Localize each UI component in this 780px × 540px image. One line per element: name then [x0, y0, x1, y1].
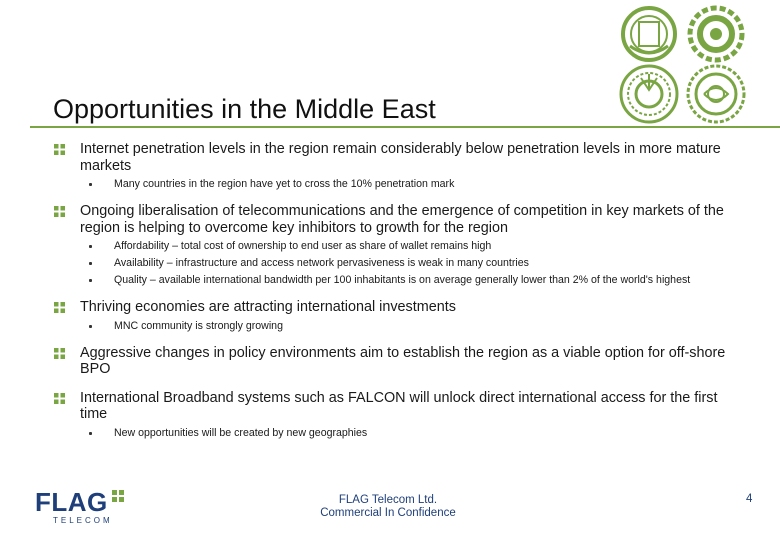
sub-bullet-text: Many countries in the region have yet to cross the 10% penetration mark: [114, 178, 455, 190]
sub-bullet-text: New opportunities will be created by new geographies: [114, 426, 368, 439]
four-dot-square-icon: [54, 348, 65, 359]
bullet-text: International Broadband systems such as FALCON will unlock direct international access for the first time: [80, 389, 718, 422]
sub-bullet-list: [52, 427, 742, 440]
sub-bullet-item: [52, 240, 714, 253]
sub-bullet-text: Affordability – total cost of ownership to end user as share of wallet remains high: [114, 240, 492, 252]
four-dot-square-icon: [54, 206, 65, 217]
logo-dots-icon: [112, 490, 124, 502]
sub-bullet-item: [52, 320, 714, 333]
slide-title: Opportunities in the Middle East: [53, 94, 436, 124]
bullet-text: Aggressive changes in policy environments aim to establish the region as a viable option for off-shore BPO: [80, 344, 726, 377]
bullet-list: [52, 141, 742, 452]
logo-wordmark: FLAG: [35, 487, 108, 517]
bullet-group: [52, 345, 742, 378]
bullet-group: [52, 203, 742, 287]
bullet-item: [52, 390, 742, 423]
bullet-group: [52, 141, 742, 191]
logo-subtext: TELECOM: [53, 516, 113, 525]
bullet-text: Ongoing liberalisation of telecommunications and the emergence of competition in key markets of the region is helping to overcome key inhibitors to growth for the region: [80, 203, 724, 236]
page-number: 4: [746, 493, 753, 505]
four-dot-square-icon: [54, 302, 65, 313]
bullet-group: [52, 299, 742, 333]
bullet-item: [52, 141, 742, 174]
sub-bullet-item: [52, 257, 714, 270]
sub-bullet-text: MNC community is strongly growing: [114, 319, 283, 332]
small-square-bullet-icon: [89, 432, 92, 435]
sub-bullet-list: [52, 240, 742, 287]
sub-bullet-text: Quality – available international bandwidth per 100 inhabitants is on average generally lower than 2% of the world's highest: [114, 274, 691, 286]
bullet-item: [52, 345, 742, 378]
title-underline: [30, 126, 780, 128]
four-dot-square-icon: [54, 144, 65, 155]
footer-info: [288, 494, 488, 520]
sub-bullet-item: [52, 274, 714, 287]
small-square-bullet-icon: [89, 183, 92, 186]
sub-bullet-list: [52, 178, 742, 191]
bullet-text: Internet penetration levels in the region remain considerably below penetration levels in more mature markets: [80, 141, 721, 174]
small-square-bullet-icon: [89, 245, 92, 248]
bullet-item: [52, 203, 742, 236]
flag-telecom-logo: [35, 489, 130, 527]
small-square-bullet-icon: [89, 325, 92, 328]
sub-bullet-text: Availability – infrastructure and access network pervasiveness is weak in many countries: [114, 257, 529, 269]
bullet-item: [52, 299, 742, 316]
bullet-text: Thriving economies are attracting international investments: [80, 299, 456, 315]
bullet-group: [52, 390, 742, 440]
sub-bullet-list: [52, 320, 742, 333]
small-square-bullet-icon: [89, 279, 92, 282]
four-dot-square-icon: [54, 393, 65, 404]
sub-bullet-item: [52, 178, 714, 191]
sub-bullet-item: [52, 427, 714, 440]
footer-company: FLAG Telecom Ltd.: [338, 494, 438, 506]
footer-confidentiality: Commercial In Confidence: [320, 507, 456, 519]
small-square-bullet-icon: [89, 262, 92, 265]
decorative-seals-icon: [618, 2, 780, 126]
